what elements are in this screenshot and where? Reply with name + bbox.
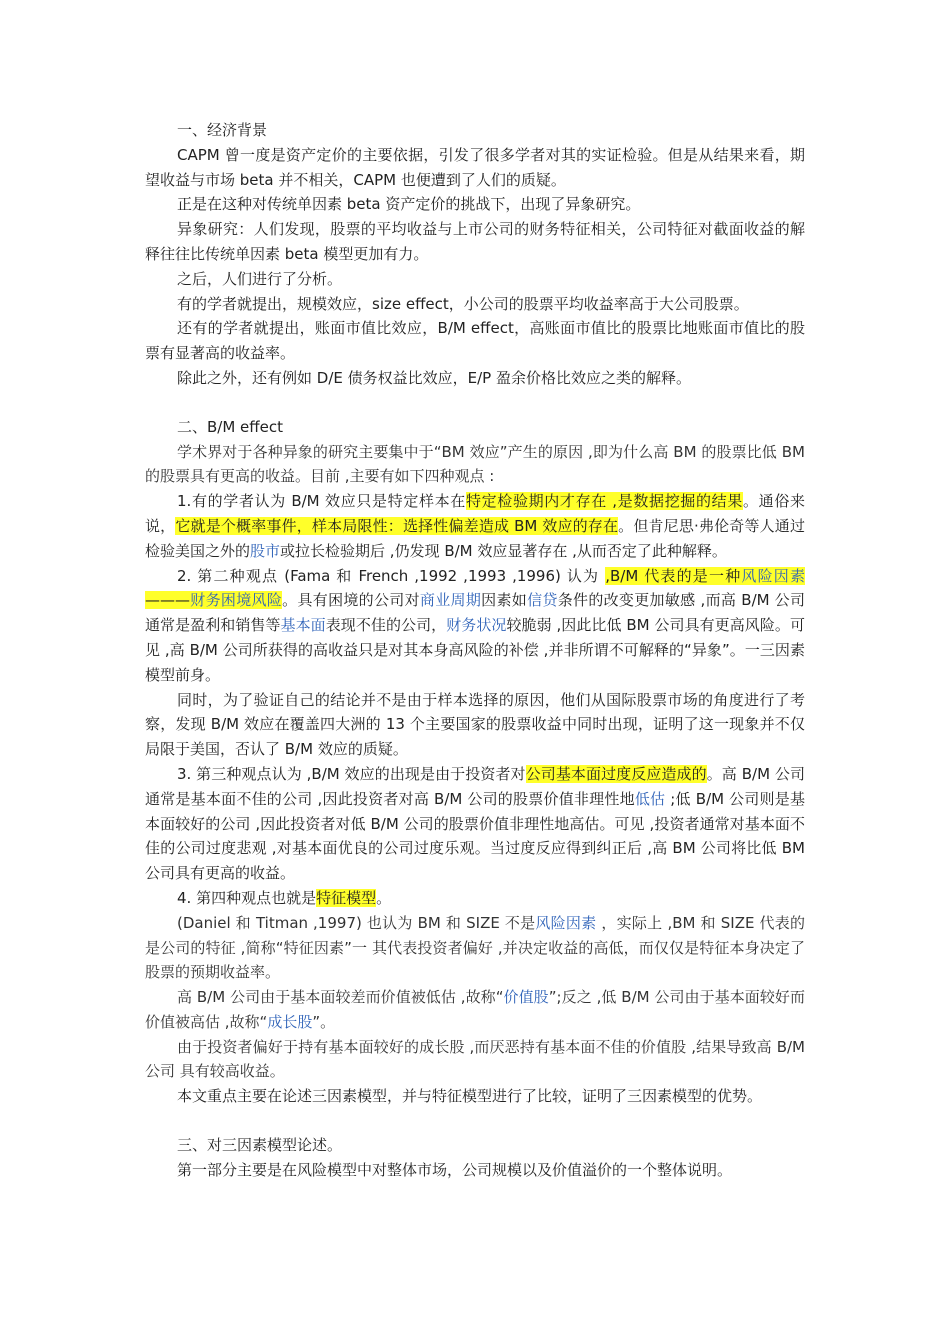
text: 。具有困境的公司对 [282, 591, 420, 610]
spacer [145, 1109, 805, 1133]
text: 。 [376, 888, 392, 907]
text: 因素如 [481, 591, 528, 610]
paragraph: 异象研究：人们发现，股票的平均收益与上市公司的财务特征相关，公司特征对截面收益的解释往往比传统单因素 beta 模型更加有力。 [145, 220, 805, 263]
highlight: ,B/M 代表的是一种 [605, 566, 742, 585]
text: 或拉长检验期后 ,仍发现 B/M 效应显著存在 ,从而否定了此种解释。 [280, 541, 727, 560]
link-growth-stock[interactable]: 成长股 [267, 1012, 313, 1031]
link-value-stock[interactable]: 价值股 [503, 988, 549, 1007]
text: 表现不佳的公司， [325, 616, 447, 635]
section-heading-1: 一、经济背景 [177, 121, 268, 139]
spacer [145, 391, 805, 415]
text: 3. 第三种观点认为 ,B/M 效应的出现是由于投资者对 [177, 764, 526, 783]
paragraph: 还有的学者就提出，账面市值比效应，B/M effect，高账面市值比的股票比地账面市值比的股票有显著高的收益率。 [145, 319, 805, 363]
viewpoint-4 [145, 886, 805, 911]
text: 。通俗来说， [145, 492, 805, 535]
paragraph: 有的学者就提出，规模效应，size effect，小公司的股票平均收益率高于大公司股票。 [177, 294, 749, 313]
section-heading-2: 二、B/M effect [177, 417, 283, 436]
text: ;低 B/M 公司则是基本面较好的公司 ,因此投资者对低 B/M 公司的股票价值非理性地高估。可见 ,投资者通常对基本面不佳的公司过度悲观 ,对基本面优良的公司过度乐观。当过度反应得到纠正后 ,高 BM 公司将比低 BM 公司具有更高的收益。 [145, 789, 805, 883]
highlight: 它就是个概率事件，样本局限性：选择性偏差造成 BM 效应的存在 [175, 516, 619, 535]
viewpoint-3 [145, 762, 805, 886]
highlight: 特征模型 [316, 888, 377, 907]
text: 4. 第四种观点也就是 [177, 888, 317, 907]
link-fundamentals[interactable]: 基本面 [280, 616, 326, 635]
paragraph: 除此之外，还有例如 D/E 债务权益比效应，E/P 盈余价格比效应之类的解释。 [177, 368, 691, 387]
paragraph: 学术界对于各种异象的研究主要集中于“BM 效应”产生的原因 ,即为什么高 BM 的股票比低 BM 的股票具有更高的收益。目前 ,主要有如下四种观点 : [145, 442, 805, 486]
link-credit[interactable]: 信贷 [527, 591, 558, 610]
link-risk-factor[interactable]: 风险因素 [741, 566, 805, 585]
text: 。高 B/M 公司通常是基本面不佳的公司 ,因此投资者对高 B/M 公司的股票价值非理性地 [145, 764, 805, 808]
paragraph: CAPM 曾一度是资产定价的主要依据，引发了很多学者对其的实证检验。但是从结果来看，期望收益与市场 beta 并不相关，CAPM 也便遭到了人们的质疑。 [145, 145, 805, 189]
text: 条件的改变更加敏感 ,而高 B/M 公司通常是盈利和销售等 [145, 591, 805, 635]
text: (Daniel 和 Titman ,1997) 也认为 BM 和 SIZE 不是 [177, 913, 536, 932]
paragraph: 同时，为了验证自己的结论并不是由于样本选择的原因，他们从国际股票市场的角度进行了考察，发现 B/M 效应在覆盖四大洲的 13 个主要国家的股票收益中同时出现，证明了这一现象并不仅局限于美国，否认了 B/M 效应的质疑。 [145, 690, 805, 759]
link-stock-market[interactable]: 股市 [250, 541, 281, 560]
paragraph-daniel-titman [145, 911, 805, 985]
text: 高 B/M 公司由于基本面较差而价值被低估 ,故称“ [177, 988, 504, 1007]
link-undervalued[interactable]: 低估 [634, 789, 666, 808]
text: 2. 第二种观点 (Fama 和 French ,1992 ,1993 ,1996) 认为 [177, 566, 606, 585]
text: ”。 [312, 1012, 336, 1031]
document-page [145, 118, 805, 1183]
viewpoint-1 [145, 489, 805, 563]
link-risk-factor[interactable]: 风险因素 [535, 913, 597, 932]
paragraph: 之后，人们进行了分析。 [177, 269, 343, 288]
link-financial-distress-risk[interactable]: 财务困境风险 [190, 591, 283, 610]
link-business-cycle[interactable]: 商业周期 [419, 591, 482, 610]
text: ，实际上 ,BM 和 SIZE 代表的是公司的特征 ,简称“特征因素”一 其代表投资者偏好 ,并决定收益的高低，而仅仅是特征本身决定了股票的预期收益率。 [145, 913, 805, 982]
paragraph-value-growth [145, 985, 805, 1035]
text: 。但肯尼思·弗伦奇等人通过检验美国之外的 [145, 516, 805, 560]
link-financial-status[interactable]: 财务状况 [446, 616, 507, 635]
paragraph: 由于投资者偏好于持有基本面较好的成长股 ,而厌恶持有基本面不佳的价值股 ,结果导致高 B/M 公司 具有较高收益。 [145, 1037, 805, 1081]
text: 1.有的学者认为 B/M 效应只是特定样本在 [177, 492, 466, 511]
text: 较脆弱 ,因此比低 BM 公司具有更高风险。可见 ,高 B/M 公司所获得的高收益只是对其本身高风险的补偿 ,并非所谓不可解释的“异象”。一三因素模型前身。 [145, 616, 805, 684]
text: ”;反之 ,低 B/M 公司由于基本面较好而价值被高估 ,故称“ [145, 988, 805, 1031]
viewpoint-2 [145, 564, 805, 688]
highlight: 特定检验期内才存在 ,是数据挖掘的结果 [465, 492, 743, 511]
highlight: 公司基本面过度反应造成的 [525, 764, 707, 783]
paragraph: 正是在这种对传统单因素 beta 资产定价的挑战下，出现了异象研究。 [177, 195, 641, 214]
paragraph: 本文重点主要在论述三因素模型，并与特征模型进行了比较，证明了三因素模型的优势。 [177, 1087, 763, 1106]
highlight: ——— [145, 591, 190, 610]
paragraph: 第一部分主要是在风险模型中对整体市场，公司规模以及价值溢价的一个整体说明。 [177, 1160, 733, 1179]
section-heading-3: 三、对三因素模型论述。 [177, 1136, 343, 1155]
